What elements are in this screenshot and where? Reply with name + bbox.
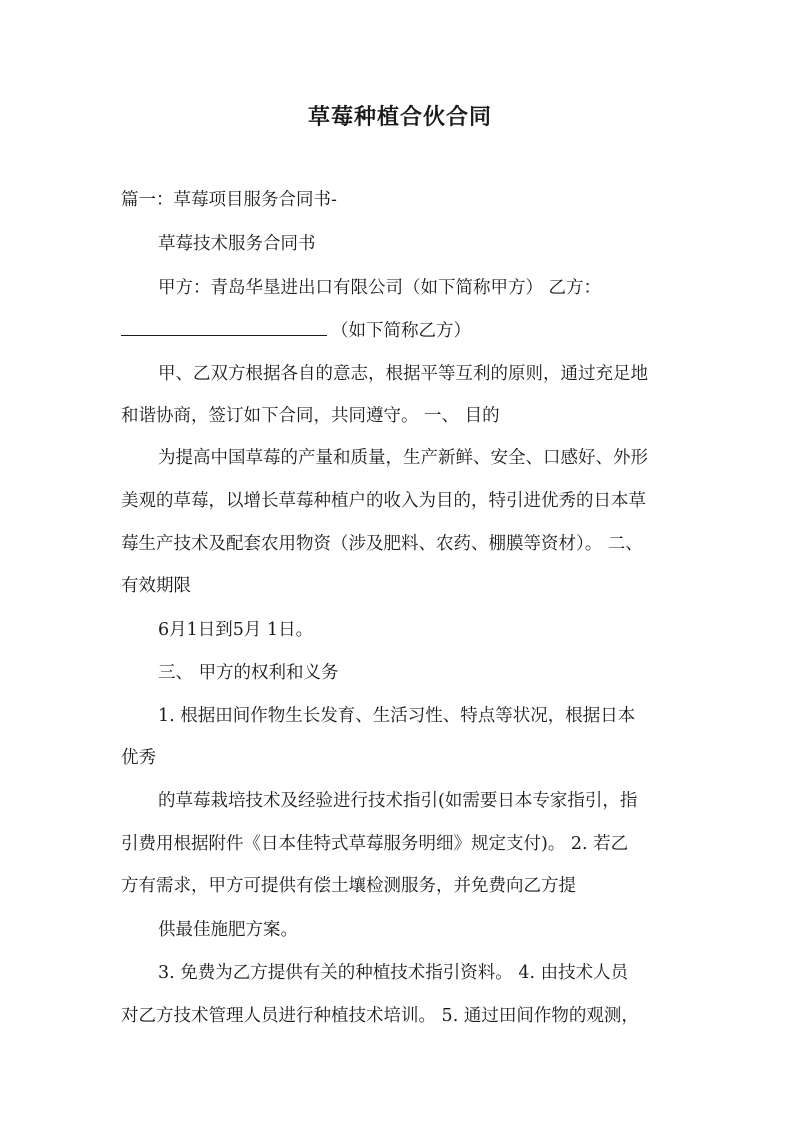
paragraph-line: 甲方：青岛华垦进出口有限公司（如下简称甲方） 乙方： (158, 278, 602, 298)
paragraph-line: 引费用根据附件《日本佳特式草莓服务明细》规定支付)。 2. 若乙 (121, 834, 629, 854)
document-title: 草莓种植合伙合同 (307, 104, 492, 130)
section-heading: 篇一：草莓项目服务合同书- (121, 190, 337, 210)
paragraph-line: 甲、乙双方根据各自的意志，根据平等互利的原则，通过充足地 (158, 364, 648, 384)
signature-blank (121, 319, 327, 336)
paragraph-line: 的草莓栽培技术及经验进行技术指引(如需要日本专家指引，指 (158, 791, 638, 811)
paragraph-line: 1. 根据田间作物生长发育、生活习性、特点等状况，根据日本 (158, 706, 636, 726)
paragraph-line: 3. 免费为乙方提供有关的种植技术指引资料。 4. 由技术人员 (158, 963, 629, 983)
paragraph-line: 优秀 (121, 748, 156, 768)
paragraph-line: 莓生产技术及配套农用物资（涉及肥料、农药、棚膜等资材）。 二、 (121, 534, 643, 554)
paragraph-line: 有效期限 (121, 576, 191, 596)
section-heading: 三、 甲方的权利和义务 (158, 663, 339, 683)
paragraph-line: 方有需求，甲方可提供有偿土壤检测服务，并免费向乙方提 (121, 876, 576, 896)
paragraph-text: （如下简称乙方） (331, 321, 471, 341)
paragraph-line: 美观的草莓，以增长草莓种植户的收入为目的，特引进优秀的日本草 (121, 491, 646, 511)
paragraph-line: 和谐协商，签订如下合同，共同遵守。 一、 目的 (121, 406, 500, 426)
party-b-line (121, 319, 471, 343)
paragraph-line: 6月1日到5月 1日。 (158, 620, 314, 640)
paragraph-line: 对乙方技术管理人员进行种植技术培训。 5. 通过田间作物的观测， (121, 1006, 639, 1026)
paragraph-line: 草莓技术服务合同书 (158, 234, 316, 254)
paragraph-line: 供最佳施肥方案。 (158, 920, 298, 940)
paragraph-line: 为提高中国草莓的产量和质量，生产新鲜、安全、口感好、外形 (158, 448, 648, 468)
